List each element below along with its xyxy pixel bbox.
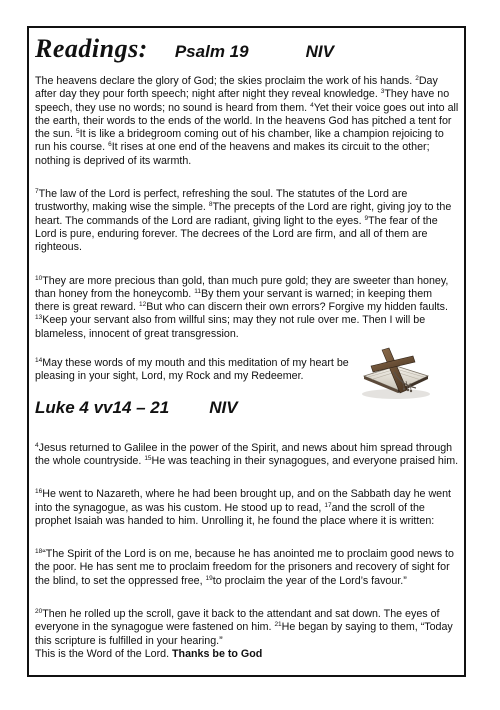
verse-text: It is like a bridegroom coming out of his chamber, like a champion rejoicing to run his course. [35,128,444,154]
verse-text: Keep your servant also from willful sins; may they not rule over me. Then I will be blameless, innocent of great transgression. [35,314,426,340]
verse-text: and the scroll of the prophet Isaiah was handed to him. Unrolling it, he found the place where it is written: [35,501,435,527]
gospel-paragraph-1 [35,442,459,469]
verse-text: The precepts of the Lord are right, giving joy to the heart. The commands of the Lord are radiant, giving light to the eyes. [35,201,452,227]
verse-text: to proclaim the year of the Lord’s favour.” [212,574,407,587]
verse-number: 17 [324,501,332,509]
cross-and-bible-icon [358,346,432,400]
verse-number: 19 [205,574,213,582]
verse-number: 5 [76,128,80,136]
psalm-paragraph-3 [35,275,459,341]
verse-number: 2 [415,75,419,82]
verse-number: 13 [35,314,43,322]
verse-text: The law of the Lord is perfect, refreshing the soul. The statutes of the Lord are trustworthy, making wise the simple. [35,188,408,214]
verse-number: 4 [310,101,314,109]
verse-text: It rises at one end of the heavens and makes its circuit to the other; nothing is deprived of its warmth. [35,141,430,167]
verse-text: The fear of the Lord is pure, enduring forever. The decrees of the Lord are firm, and all of them are righteous. [35,214,438,254]
verse-number: 3 [380,88,385,96]
verse-text: He was teaching in their synagogues, and everyone praised him. [151,454,459,467]
psalm-version: NIV [305,42,334,61]
verse-number: 14 [35,357,43,365]
gospel-paragraph-2 [35,488,459,528]
verse-text: May these words of my mouth and this meditation of my heart be pleasing in your sight, Lord, my Rock and my Redeemer. [35,357,349,383]
verse-text: Day after day they pour forth speech; night after night they reveal knowledge. [35,75,438,101]
gospel-title: Luke 4 vv14 – 21 [35,397,170,417]
verse-number: 20 [35,608,43,616]
verse-text: They are more precious than gold, than much pure gold; they are sweeter than honey, than honey from the honeycomb. [35,274,449,300]
verse-number: 15 [144,454,152,462]
psalm-paragraph-2 [35,188,459,254]
psalm-paragraph-4 [35,357,357,384]
header [35,34,459,70]
verse-text: Jesus returned to Galilee in the power of the Spirit, and news about him spread through the whole countryside. [35,441,453,467]
verse-number: 12 [138,301,147,309]
verse-text: He went to Nazareth, where he had been brought up, and on the Sabbath day he went into the synagogue, as was his custom. He stood up to read, [35,488,452,514]
verse-text: The heavens declare the glory of God; the skies proclaim the work of his hands. [35,75,416,87]
verse-number: 7 [35,188,39,196]
verse-text: “The Spirit of the Lord is on me, because he has anointed me to proclaim good news to the poor. He has sent me to proclaim freedom for the prisoners and recovery of sight for the blind, to set the oppressed free, [35,548,454,587]
gospel-version: NIV [209,397,238,417]
verse-number: 18 [35,548,43,556]
verse-number: 9 [364,214,369,222]
gospel-heading [35,398,357,418]
verse-text: They have no speech, they use no words; no sound is heard from them. [35,88,450,114]
verse-number: 21 [274,621,282,629]
psalm-paragraph-1 [35,75,459,168]
verse-number: 8 [208,201,213,209]
verse-number: 10 [35,274,43,282]
closing-text: This is the Word of the Lord. [35,647,173,660]
verse-text: Then he rolled up the scroll, gave it back to the attendant and sat down. The eyes of everyone in the synagogue were fastened on him. [35,608,440,634]
verse-number: 4 [35,441,39,449]
verse-number: 11 [194,287,201,295]
gospel-paragraph-3 [35,548,459,588]
verse-text: Yet their voice goes out into all the earth, their words to the ends of the world. In the heavens God has pitched a tent for the sun. [35,101,459,141]
verse-number: 16 [35,488,43,496]
gospel-paragraph-4 [35,608,459,648]
verse-text: But who can discern their own errors? Forgive my hidden faults. [146,301,448,314]
verse-text: He began by saying to them, “Today this scripture is fulfilled in your hearing.” [35,621,453,647]
response-text: Thanks be to God [172,647,263,660]
verse-text: By them your servant is warned; in keeping them there is great reward. [35,287,433,314]
page-title: Readings: [35,34,148,63]
psalm-title: Psalm 19 [174,42,249,61]
closing-line [35,648,459,661]
verse-number: 6 [108,141,112,149]
